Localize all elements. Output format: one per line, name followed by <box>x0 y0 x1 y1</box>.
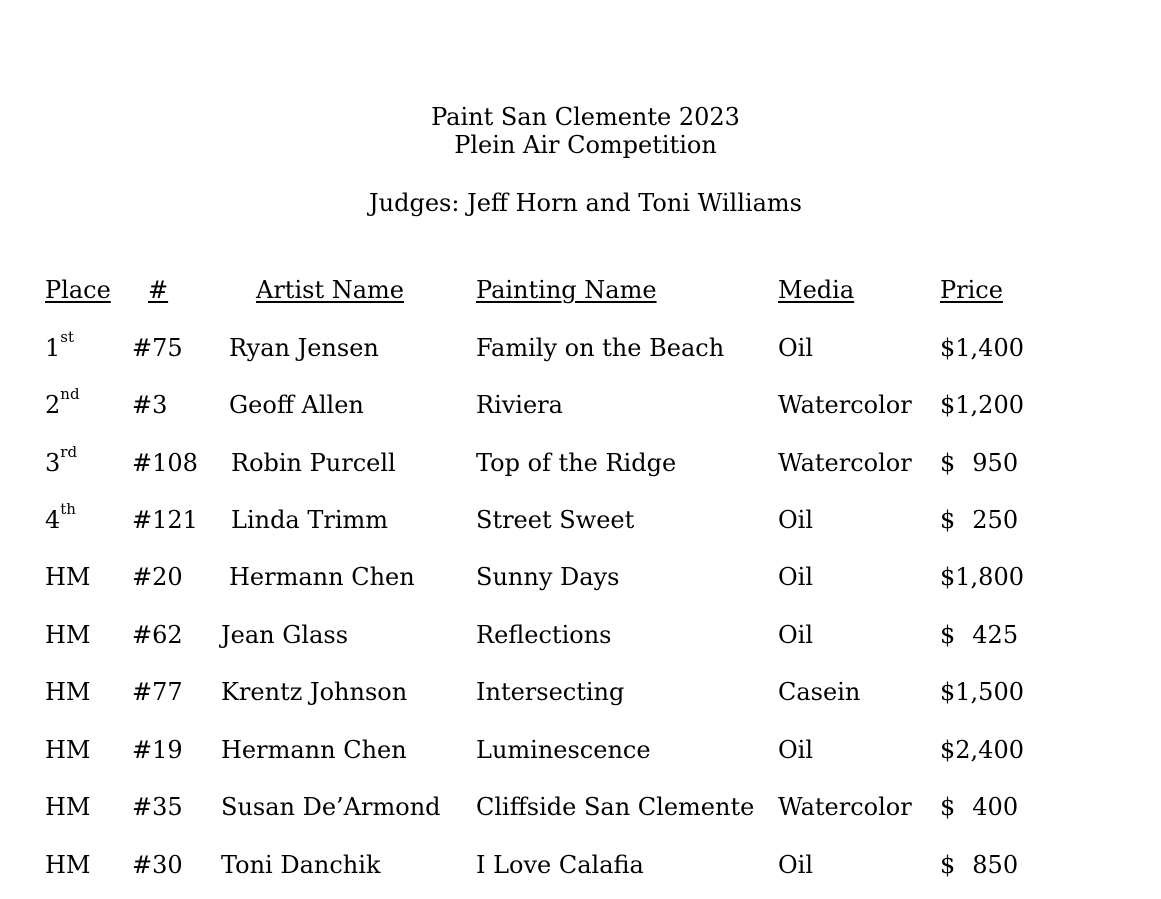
cell-place <box>45 563 91 591</box>
cell-place <box>45 793 91 821</box>
place-value: 2 <box>45 391 61 419</box>
cell-painting-name: Intersecting <box>476 678 625 706</box>
cell-painting-name: Top of the Ridge <box>476 449 677 477</box>
price-amount: 400 <box>972 793 1019 821</box>
cell-place <box>45 328 75 362</box>
cell-entry-number: #35 <box>132 793 183 821</box>
place-ordinal-suffix: th <box>60 500 76 518</box>
header-number: # <box>148 276 169 304</box>
cell-media: Oil <box>778 334 814 362</box>
price-amount: 1,200 <box>955 391 1024 419</box>
header-artist-name: Artist Name <box>256 276 404 304</box>
cell-artist-name: Hermann Chen <box>221 736 407 764</box>
cell-place <box>45 736 91 764</box>
cell-artist-name: Geoff Allen <box>229 391 364 419</box>
cell-painting-name: Street Sweet <box>476 506 635 534</box>
cell-painting-name: Cliffside San Clemente <box>476 793 755 821</box>
cell-price <box>940 506 1018 534</box>
cell-place <box>45 500 76 534</box>
cell-artist-name: Hermann Chen <box>229 563 415 591</box>
cell-price <box>940 334 1024 362</box>
cell-media: Oil <box>778 621 814 649</box>
place-value: HM <box>45 736 91 764</box>
cell-price <box>940 621 1018 649</box>
cell-painting-name: Reflections <box>476 621 612 649</box>
header-painting-name: Painting Name <box>476 276 657 304</box>
cell-place <box>45 621 91 649</box>
price-amount: 1,800 <box>955 563 1024 591</box>
cell-media: Watercolor <box>778 391 912 419</box>
cell-media: Watercolor <box>778 449 912 477</box>
cell-entry-number: #108 <box>132 449 198 477</box>
cell-entry-number: #19 <box>132 736 183 764</box>
cell-price <box>940 736 1024 764</box>
cell-media: Oil <box>778 736 814 764</box>
cell-painting-name: Sunny Days <box>476 563 620 591</box>
price-amount: 1,400 <box>955 334 1024 362</box>
document-subtitle: Plein Air Competition <box>454 131 717 159</box>
cell-media: Casein <box>778 678 861 706</box>
cell-price <box>940 391 1024 419</box>
cell-artist-name: Toni Danchik <box>221 851 381 879</box>
cell-artist-name: Ryan Jensen <box>229 334 379 362</box>
header-price: Price <box>940 276 1003 304</box>
place-ordinal-suffix: st <box>60 328 75 346</box>
price-currency-symbol: $ <box>940 391 956 419</box>
price-amount: 1,500 <box>955 678 1024 706</box>
cell-artist-name: Linda Trimm <box>231 506 389 534</box>
place-value: HM <box>45 621 91 649</box>
price-currency-symbol: $ <box>940 736 956 764</box>
place-value: 3 <box>45 449 61 477</box>
header-media: Media <box>778 276 855 304</box>
cell-price <box>940 793 1018 821</box>
price-currency-symbol: $ <box>940 793 956 821</box>
header-place: Place <box>45 276 111 304</box>
place-value: HM <box>45 563 91 591</box>
price-amount: 850 <box>972 851 1019 879</box>
cell-place <box>45 443 78 477</box>
cell-place <box>45 851 91 879</box>
cell-price <box>940 563 1024 591</box>
cell-artist-name: Robin Purcell <box>231 449 396 477</box>
cell-price <box>940 449 1018 477</box>
cell-entry-number: #121 <box>132 506 198 534</box>
price-currency-symbol: $ <box>940 851 956 879</box>
cell-artist-name: Jean Glass <box>221 621 349 649</box>
price-currency-symbol: $ <box>940 506 956 534</box>
place-ordinal-suffix: nd <box>60 385 80 403</box>
cell-painting-name: Family on the Beach <box>476 334 725 362</box>
price-amount: 250 <box>972 506 1019 534</box>
cell-painting-name: I Love Calafia <box>476 851 644 879</box>
place-value: 1 <box>45 334 61 362</box>
cell-entry-number: #30 <box>132 851 183 879</box>
place-value: HM <box>45 851 91 879</box>
cell-artist-name: Susan De’Armond <box>221 793 441 821</box>
cell-media: Oil <box>778 563 814 591</box>
cell-media: Watercolor <box>778 793 912 821</box>
place-ordinal-suffix: rd <box>60 443 78 461</box>
price-currency-symbol: $ <box>940 334 956 362</box>
cell-painting-name: Riviera <box>476 391 563 419</box>
cell-entry-number: #20 <box>132 563 183 591</box>
cell-entry-number: #75 <box>132 334 183 362</box>
cell-entry-number: #62 <box>132 621 183 649</box>
cell-entry-number: #77 <box>132 678 183 706</box>
cell-painting-name: Luminescence <box>476 736 651 764</box>
cell-artist-name: Krentz Johnson <box>221 678 408 706</box>
place-value: 4 <box>45 506 61 534</box>
cell-media: Oil <box>778 506 814 534</box>
price-amount: 2,400 <box>955 736 1024 764</box>
cell-place <box>45 385 80 419</box>
cell-price <box>940 678 1024 706</box>
price-amount: 950 <box>972 449 1019 477</box>
document-title: Paint San Clemente 2023 <box>431 103 740 131</box>
place-value: HM <box>45 793 91 821</box>
cell-media: Oil <box>778 851 814 879</box>
price-currency-symbol: $ <box>940 621 956 649</box>
price-currency-symbol: $ <box>940 563 956 591</box>
judges-line: Judges: Jeff Horn and Toni Williams <box>369 189 802 217</box>
price-currency-symbol: $ <box>940 678 956 706</box>
price-currency-symbol: $ <box>940 449 956 477</box>
price-amount: 425 <box>972 621 1019 649</box>
place-value: HM <box>45 678 91 706</box>
cell-price <box>940 851 1018 879</box>
cell-place <box>45 678 91 706</box>
cell-entry-number: #3 <box>132 391 168 419</box>
